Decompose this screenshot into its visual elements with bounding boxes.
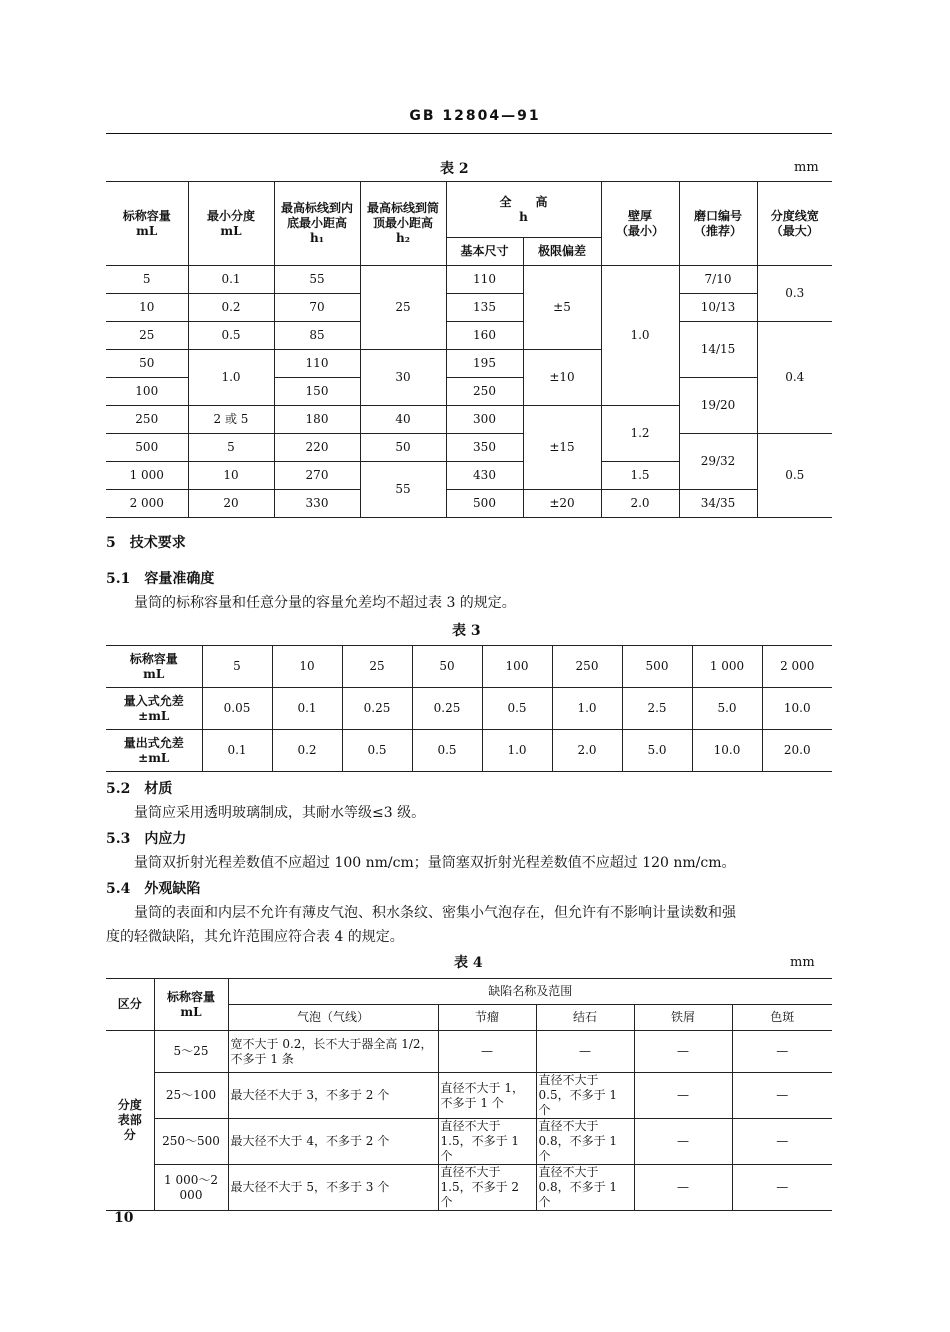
t3-col: 250	[552, 646, 622, 688]
t2-cap: 100	[106, 378, 188, 406]
t4-h-spot: 色斑	[732, 1005, 832, 1031]
t4-iron: —	[634, 1119, 732, 1165]
t2-joint: 10/13	[679, 294, 757, 322]
t2-h-tol: 极限偏差	[523, 238, 601, 266]
section-5-3-text: 量筒双折射光程差数值不应超过 100 nm/cm；量筒塞双折射光程差数值不应超过 120 nm/cm。	[134, 855, 736, 871]
t4-bubble: 最大径不大于 3，不多于 2 个	[228, 1073, 438, 1119]
t2-div: 20	[188, 490, 274, 518]
t2-h2: 40	[360, 406, 446, 434]
t3-out: 2.0	[552, 730, 622, 772]
t2-div: 1.0	[188, 350, 274, 406]
section-5-1-heading: 5.1 容量准确度	[106, 571, 215, 587]
t3-in: 0.05	[202, 688, 272, 730]
table4-unit: mm	[790, 955, 815, 970]
t4-node: 直径不大于 1，不多于 1 个	[438, 1073, 536, 1119]
t2-cap: 2 000	[106, 490, 188, 518]
t4-spot: —	[732, 1119, 832, 1165]
t2-h-line: 分度线宽 （最大）	[757, 182, 832, 266]
t2-div: 0.5	[188, 322, 274, 350]
t4-h-node: 节瘤	[438, 1005, 536, 1031]
t2-cap: 50	[106, 350, 188, 378]
t2-base: 195	[446, 350, 523, 378]
t2-div: 0.2	[188, 294, 274, 322]
t2-h-div: 最小分度 mL	[188, 182, 274, 266]
table4	[106, 978, 832, 1211]
t2-h-h1: 最高标线到内底最小距高 h₁	[274, 182, 360, 266]
t4-cap: 25～100	[154, 1073, 228, 1119]
t4-cap: 1 000～2 000	[154, 1165, 228, 1211]
t2-div: 5	[188, 434, 274, 462]
t2-cap: 250	[106, 406, 188, 434]
document-header: GB 12804—91	[409, 108, 541, 124]
section-5-heading: 5 技术要求	[106, 535, 186, 551]
section-5-3-heading: 5.3 内应力	[106, 831, 187, 847]
table2	[106, 181, 832, 518]
t2-tol: ±15	[523, 406, 601, 490]
t4-bubble: 最大径不大于 4，不多于 2 个	[228, 1119, 438, 1165]
t4-bubble: 宽不大于 0.2，长不大于器全高 1/2，不多于 1 条	[228, 1031, 438, 1073]
t4-iron: —	[634, 1073, 732, 1119]
t2-h-wall: 壁厚 （最小）	[601, 182, 679, 266]
table4-caption: 表 4	[454, 955, 483, 971]
t3-col: 500	[622, 646, 692, 688]
t2-h-h2: 最高标线到筒顶最小距高 h₂	[360, 182, 446, 266]
t2-base: 430	[446, 462, 523, 490]
t3-col: 50	[412, 646, 482, 688]
t3-in: 1.0	[552, 688, 622, 730]
t2-tol: ±5	[523, 266, 601, 350]
t2-div: 2 或 5	[188, 406, 274, 434]
t2-cap: 5	[106, 266, 188, 294]
t2-wall: 2.0	[601, 490, 679, 518]
t3-out: 0.5	[412, 730, 482, 772]
t2-joint: 29/32	[679, 434, 757, 490]
t4-h-group: 区分	[106, 979, 154, 1031]
t3-r-in: 量入式允差 ±mL	[106, 688, 202, 730]
t2-line: 0.4	[757, 322, 832, 434]
t2-div: 0.1	[188, 266, 274, 294]
t2-line: 0.3	[757, 266, 832, 322]
t4-node: 直径不大于 1.5，不多于 2 个	[438, 1165, 536, 1211]
t2-cap: 500	[106, 434, 188, 462]
t4-h-stone: 结石	[536, 1005, 634, 1031]
t3-out: 20.0	[762, 730, 832, 772]
section-5-2-text: 量筒应采用透明玻璃制成，其耐水等级≤3 级。	[134, 805, 426, 821]
t4-stone: 直径不大于 0.8，不多于 1 个	[536, 1119, 634, 1165]
t2-h1: 55	[274, 266, 360, 294]
t3-out: 5.0	[622, 730, 692, 772]
t2-cap: 1 000	[106, 462, 188, 490]
t2-h1: 180	[274, 406, 360, 434]
t3-in: 0.25	[342, 688, 412, 730]
page-number: 10	[114, 1210, 134, 1226]
t2-base: 110	[446, 266, 523, 294]
t2-h2: 50	[360, 434, 446, 462]
t2-joint: 14/15	[679, 322, 757, 378]
t4-cap: 250～500	[154, 1119, 228, 1165]
t3-out: 0.5	[342, 730, 412, 772]
t2-h1: 270	[274, 462, 360, 490]
t4-h-iron: 铁屑	[634, 1005, 732, 1031]
t4-spot: —	[732, 1165, 832, 1211]
table3-caption: 表 3	[452, 623, 481, 639]
t2-h-joint: 磨口编号 （推荐）	[679, 182, 757, 266]
t2-tol: ±20	[523, 490, 601, 518]
t4-node: —	[438, 1031, 536, 1073]
t2-h1: 85	[274, 322, 360, 350]
t2-h1: 330	[274, 490, 360, 518]
t2-h1: 110	[274, 350, 360, 378]
t4-group: 分度表部分	[106, 1031, 154, 1211]
t4-bubble: 最大径不大于 5，不多于 3 个	[228, 1165, 438, 1211]
t4-stone: —	[536, 1031, 634, 1073]
t2-tol: ±10	[523, 350, 601, 406]
t4-h-defect: 缺陷名称及范围	[228, 979, 832, 1005]
section-5-2-heading: 5.2 材质	[106, 781, 173, 797]
t2-base: 250	[446, 378, 523, 406]
t2-line: 0.5	[757, 434, 832, 518]
t4-spot: —	[732, 1031, 832, 1073]
table2-unit: mm	[794, 160, 819, 175]
t2-h2: 30	[360, 350, 446, 406]
t2-base: 500	[446, 490, 523, 518]
t3-col: 100	[482, 646, 552, 688]
t2-h-base: 基本尺寸	[446, 238, 523, 266]
section-5-4-text-2: 度的轻微缺陷，其允许范围应符合表 4 的规定。	[106, 929, 404, 945]
t2-cap: 25	[106, 322, 188, 350]
t2-div: 10	[188, 462, 274, 490]
t3-col: 10	[272, 646, 342, 688]
t3-r-out: 量出式允差 ±mL	[106, 730, 202, 772]
t2-h1: 220	[274, 434, 360, 462]
t3-out: 1.0	[482, 730, 552, 772]
t2-base: 300	[446, 406, 523, 434]
t3-in: 0.5	[482, 688, 552, 730]
t3-in: 0.1	[272, 688, 342, 730]
t4-h-bubble: 气泡（气线）	[228, 1005, 438, 1031]
t4-node: 直径不大于 1.5，不多于 1 个	[438, 1119, 536, 1165]
section-5-1-text: 量筒的标称容量和任意分量的容量允差均不超过表 3 的规定。	[134, 595, 516, 611]
t4-cap: 5～25	[154, 1031, 228, 1073]
section-5-4-text-1: 量筒的表面和内层不允许有薄皮气泡、积水条纹、密集小气泡存在，但允许有不影响计量读数和强	[134, 905, 736, 921]
t3-in: 5.0	[692, 688, 762, 730]
t4-iron: —	[634, 1031, 732, 1073]
t4-spot: —	[732, 1073, 832, 1119]
t3-in: 10.0	[762, 688, 832, 730]
t2-h-cap: 标称容量 mL	[106, 182, 188, 266]
t2-h1: 150	[274, 378, 360, 406]
t3-in: 0.25	[412, 688, 482, 730]
t3-col: 5	[202, 646, 272, 688]
t3-out: 10.0	[692, 730, 762, 772]
section-5-4-heading: 5.4 外观缺陷	[106, 881, 201, 897]
t4-stone: 直径不大于 0.5，不多于 1 个	[536, 1073, 634, 1119]
t3-h-cap: 标称容量 mL	[106, 646, 202, 688]
t3-col: 1 000	[692, 646, 762, 688]
t2-base: 135	[446, 294, 523, 322]
t2-wall: 1.0	[601, 266, 679, 406]
t2-h-height: 全 高 h	[446, 182, 601, 238]
t2-h1: 70	[274, 294, 360, 322]
t3-col: 2 000	[762, 646, 832, 688]
t2-joint: 19/20	[679, 378, 757, 434]
t2-h2: 55	[360, 462, 446, 518]
t4-stone: 直径不大于 0.8，不多于 1 个	[536, 1165, 634, 1211]
t4-h-cap: 标称容量 mL	[154, 979, 228, 1031]
t3-col: 25	[342, 646, 412, 688]
t2-h2: 25	[360, 266, 446, 350]
t3-in: 2.5	[622, 688, 692, 730]
t2-joint: 7/10	[679, 266, 757, 294]
t2-base: 160	[446, 322, 523, 350]
header-rule	[106, 133, 832, 134]
table2-caption: 表 2	[440, 161, 469, 177]
t2-base: 350	[446, 434, 523, 462]
t2-wall: 1.2	[601, 406, 679, 462]
t3-out: 0.2	[272, 730, 342, 772]
table3	[106, 645, 832, 772]
t2-cap: 10	[106, 294, 188, 322]
t2-joint: 34/35	[679, 490, 757, 518]
t2-wall: 1.5	[601, 462, 679, 490]
t3-out: 0.1	[202, 730, 272, 772]
t4-iron: —	[634, 1165, 732, 1211]
